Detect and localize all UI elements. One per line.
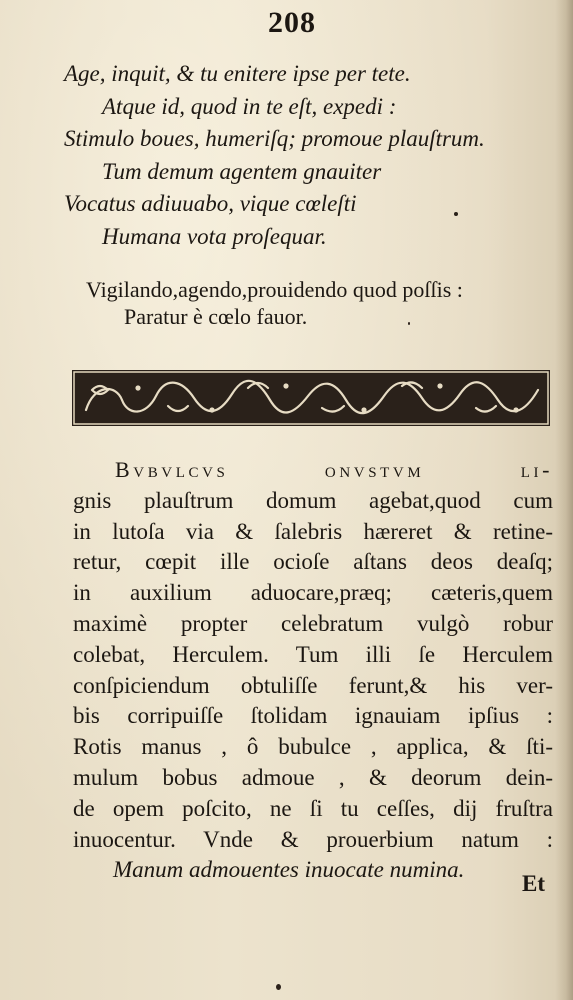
prose-line: mulum bobus admoue , & deorum dein- <box>73 764 553 790</box>
prose-line: in lutoſa via & ſalebris hæreret & retine- <box>73 518 553 544</box>
prose-line: Rotis manus , ô bubulce , applica, & ſti- <box>73 734 553 760</box>
verse-line: Humana vota proſequar. <box>102 223 327 249</box>
prose-paragraph <box>73 455 553 886</box>
prose-line: de opem poſcito, ne ſi tu ceſſes, dij fruſtra <box>73 795 553 821</box>
prose-line: gnis plauſtrum domum agebat,quod cum <box>73 487 553 513</box>
verse-line: Age, inquit, & tu enitere ipse per tete. <box>64 61 411 86</box>
prose-line: colebat, Herculem. Tum illi ſe Herculem <box>73 641 553 667</box>
page-number: 208 <box>268 6 316 39</box>
ink-speck <box>276 984 281 990</box>
catchword: Et <box>522 871 545 896</box>
prose-line: in auxilium aduocare,præq; cæteris,quem <box>73 580 553 606</box>
page-edge-shadow <box>555 0 573 1000</box>
verse-line: Stimulo boues, humeriſq; promoue plauſtrum. <box>64 126 485 151</box>
ink-speck <box>408 322 410 325</box>
prose-line: inuocentur. Vnde & prouerbium natum : <box>73 826 553 852</box>
ornamental-border-band <box>72 370 550 426</box>
motto-block <box>86 276 556 330</box>
verse-line: Atque id, quod in te eſt, expedi : <box>102 93 397 119</box>
ink-speck <box>454 212 458 216</box>
verse-line: Vocatus adiuuabo, vique cœleſti <box>64 191 357 216</box>
verse-line: Tum demum agentem gnauiter <box>102 158 382 184</box>
verse-block <box>64 58 554 253</box>
prose-line: conſpiciendum obtuliſſe ferunt,& his ver- <box>73 672 553 698</box>
prose-line: Bvbvlcvs onvstvm li- <box>115 457 553 482</box>
prose-line: maximè propter celebratum vulgò robur <box>73 610 553 636</box>
motto-line: Vigilando,agendo,prouidendo quod poſſis : <box>86 277 463 302</box>
prose-line: bis corripuiſſe ſtolidam ignauiam ipſius : <box>73 703 553 729</box>
prose-line-italic: Manum admouentes inuocate numina. <box>113 857 465 883</box>
motto-line: Paratur è cœlo fauor. <box>124 304 308 329</box>
prose-line: retur, cœpit ille ocioſe aſtans deos deaſq; <box>73 549 553 575</box>
